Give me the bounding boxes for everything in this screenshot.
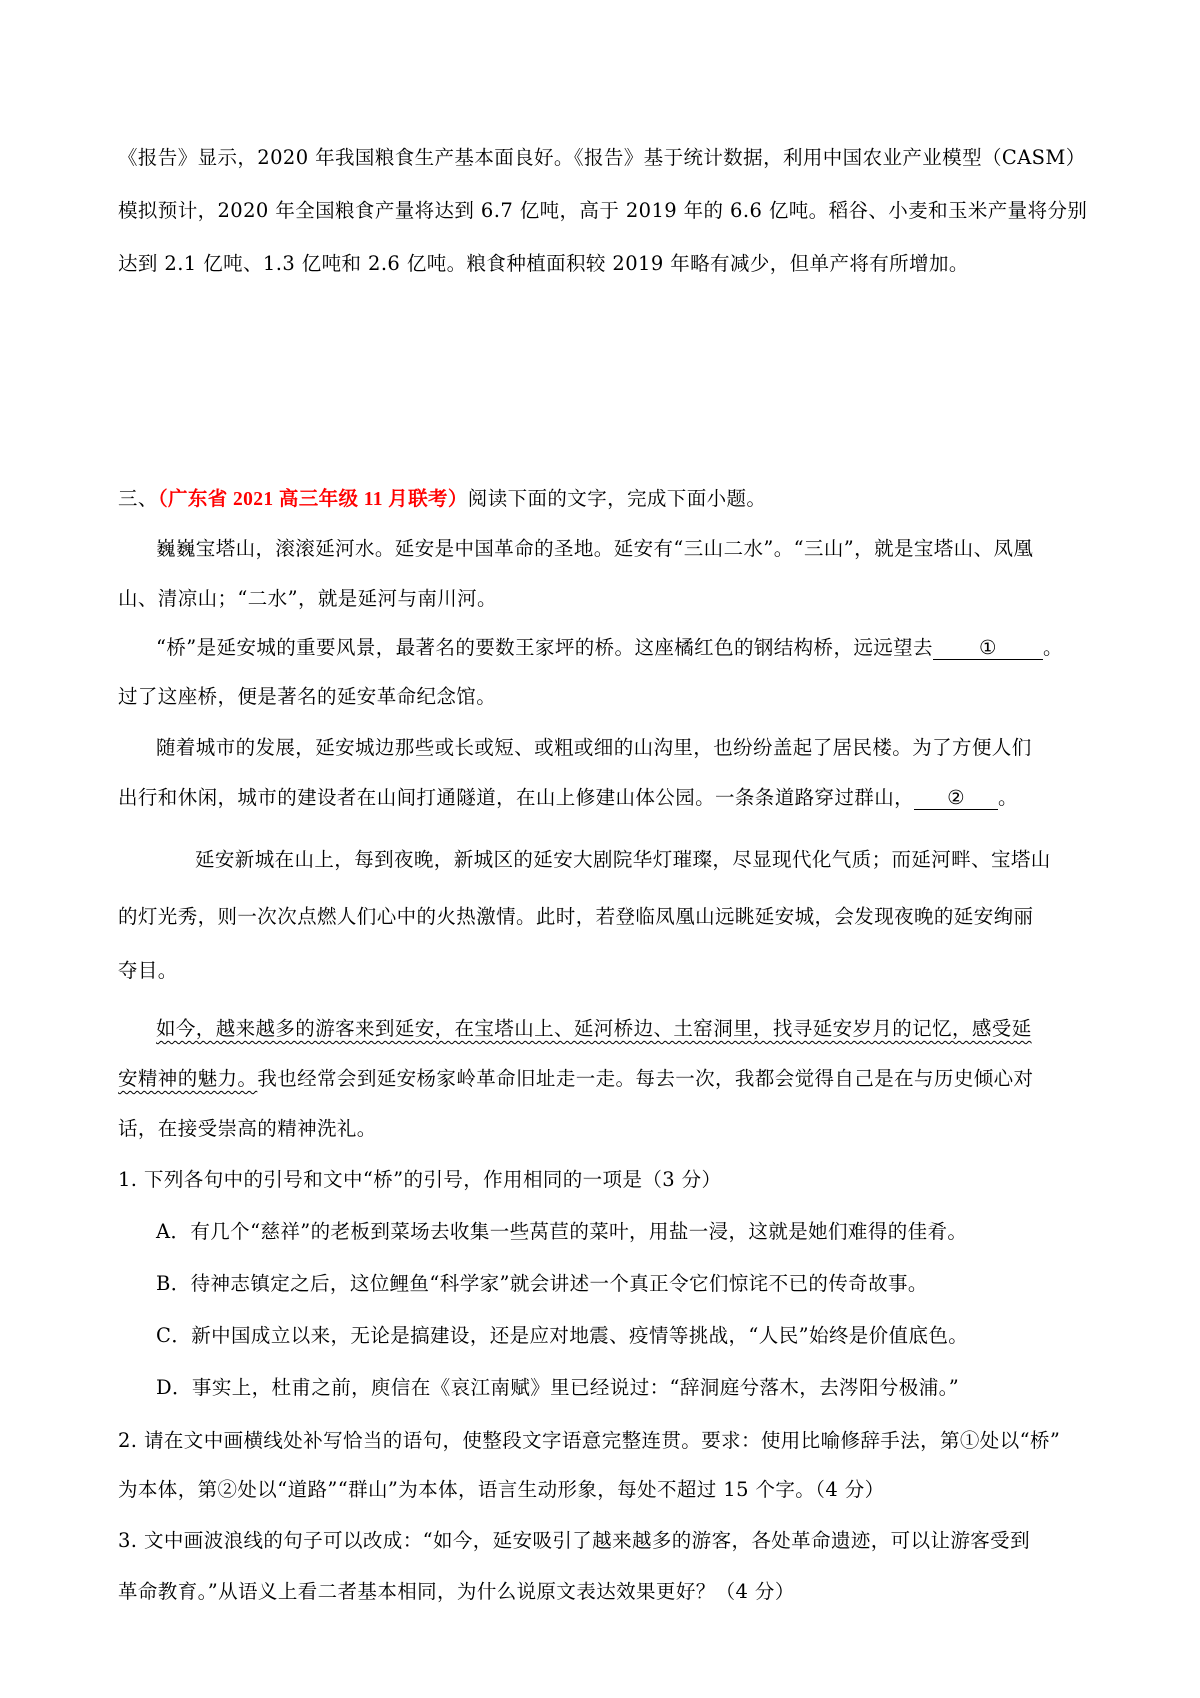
question-2-line-2: 为本体，第②处以“道路”“群山”为本体，语言生动形象，每处不超过 15 个字。（4 分） [118, 1478, 885, 1501]
report-line-3: 达到 2.1 亿吨、1.3 亿吨和 2.6 亿吨。粮食种植面积较 2019 年略有减少，但单产将有所增加。 [118, 252, 969, 275]
passage-p5-line-1 [156, 1015, 1086, 1043]
section-source: （广东省 2021 高三年级 11 月联考） [157, 489, 468, 510]
question-1: 1. 下列各句中的引号和文中“桥”的引号，作用相同的一项是（3 分） [118, 1168, 722, 1191]
passage-p4-line-2: 的灯光秀，则一次次点燃人们心中的火热激情。此时，若登临凤凰山远眺延安城，会发现夜晚的延安绚丽 [118, 905, 1034, 928]
question-1-option-c: C．新中国成立以来，无论是搞建设，还是应对地震、疫情等挑战，“人民”始终是价值底色。 [156, 1324, 969, 1347]
question-2-line-1: 2. 请在文中画横线处补写恰当的语句，使整段文字语意完整连贯。要求：使用比喻修辞手法，第①处以“桥” [118, 1429, 1061, 1452]
section-instruction: 阅读下面的文字，完成下面小题。 [467, 487, 767, 510]
passage-p4-line-3: 夺目。 [118, 959, 178, 982]
passage-p3-line-1: 随着城市的发展，延安城边那些或长或短、或粗或细的山沟里，也纷纷盖起了居民楼。为了方便人们 [156, 736, 1032, 759]
passage-p5-rest: 我也经常会到延安杨家岭革命旧址走一走。每去一次，我都会觉得自己是在与历史倾心对 [257, 1067, 1034, 1090]
question-3-line-2: 革命教育。”从语义上看二者基本相同，为什么说原文表达效果更好？（4 分） [118, 1580, 795, 1603]
question-3-line-1: 3. 文中画波浪线的句子可以改成：“如今，延安吸引了越来越多的游客，各处革命遗迹，可以让游客受到 [118, 1529, 1030, 1552]
passage-p4-line-1: 延安新城在山上，每到夜晚，新城区的延安大剧院华灯璀璨，尽显现代化气质；而延河畔、宝塔山 [195, 848, 1051, 871]
question-1-option-a: A．有几个“慈祥”的老板到菜场去收集一些莴苣的菜叶，用盐一浸，这就是她们难得的佳肴。 [156, 1220, 968, 1243]
passage-p2-period: 。 [1042, 636, 1063, 659]
section-number: 三、 [118, 487, 158, 510]
passage-p2-text: “桥”是延安城的重要风景，最著名的要数王家坪的桥。这座橘红色的钢结构桥，远远望去 [156, 636, 933, 659]
passage-p1-line-2: 山、清凉山；“二水”，就是延河与南川河。 [118, 587, 497, 610]
passage-p3-line-2 [118, 784, 1088, 812]
passage-p2-line-2: 过了这座桥，便是著名的延安革命纪念馆。 [118, 685, 497, 708]
wavy-sentence-part-1: 如今，越来越多的游客来到延安，在宝塔山上、延河桥边、土窑洞里，找寻延安岁月的记忆，感受延 [156, 1017, 1032, 1040]
passage-p5-line-2 [118, 1065, 1088, 1093]
question-1-option-d: D．事实上，杜甫之前，庾信在《哀江南赋》里已经说过：“辞洞庭兮落木，去涔阳兮极浦。” [156, 1376, 960, 1399]
passage-p3-period: 。 [998, 786, 1018, 809]
section-heading [118, 485, 1088, 514]
passage-p3-text: 出行和休闲，城市的建设者在山间打通隧道，在山上修建山体公园。一条条道路穿过群山， [118, 786, 915, 809]
fill-blank-1: ① [933, 637, 1043, 660]
fill-blank-2: ② [914, 787, 998, 810]
report-line-1: 《报告》显示，2020 年我国粮食生产基本面良好。《报告》基于统计数据，利用中国农业产业模型（CASM） [118, 146, 1086, 169]
passage-p5-line-3: 话，在接受崇高的精神洗礼。 [118, 1117, 377, 1140]
report-line-2: 模拟预计，2020 年全国粮食产量将达到 6.7 亿吨，高于 2019 年的 6.6 亿吨。稻谷、小麦和玉米产量将分别 [118, 199, 1088, 222]
question-1-option-b: B．待神志镇定之后，这位鲤鱼“科学家”就会讲述一个真正令它们惊诧不已的传奇故事。 [156, 1272, 928, 1295]
passage-p1-line-1: 巍巍宝塔山，滚滚延河水。延安是中国革命的圣地。延安有“三山二水”。“三山”，就是宝塔山、凤凰 [156, 537, 1034, 560]
wavy-sentence-part-2: 安精神的魅力。 [118, 1067, 258, 1090]
passage-p2-line-1 [156, 634, 1086, 662]
